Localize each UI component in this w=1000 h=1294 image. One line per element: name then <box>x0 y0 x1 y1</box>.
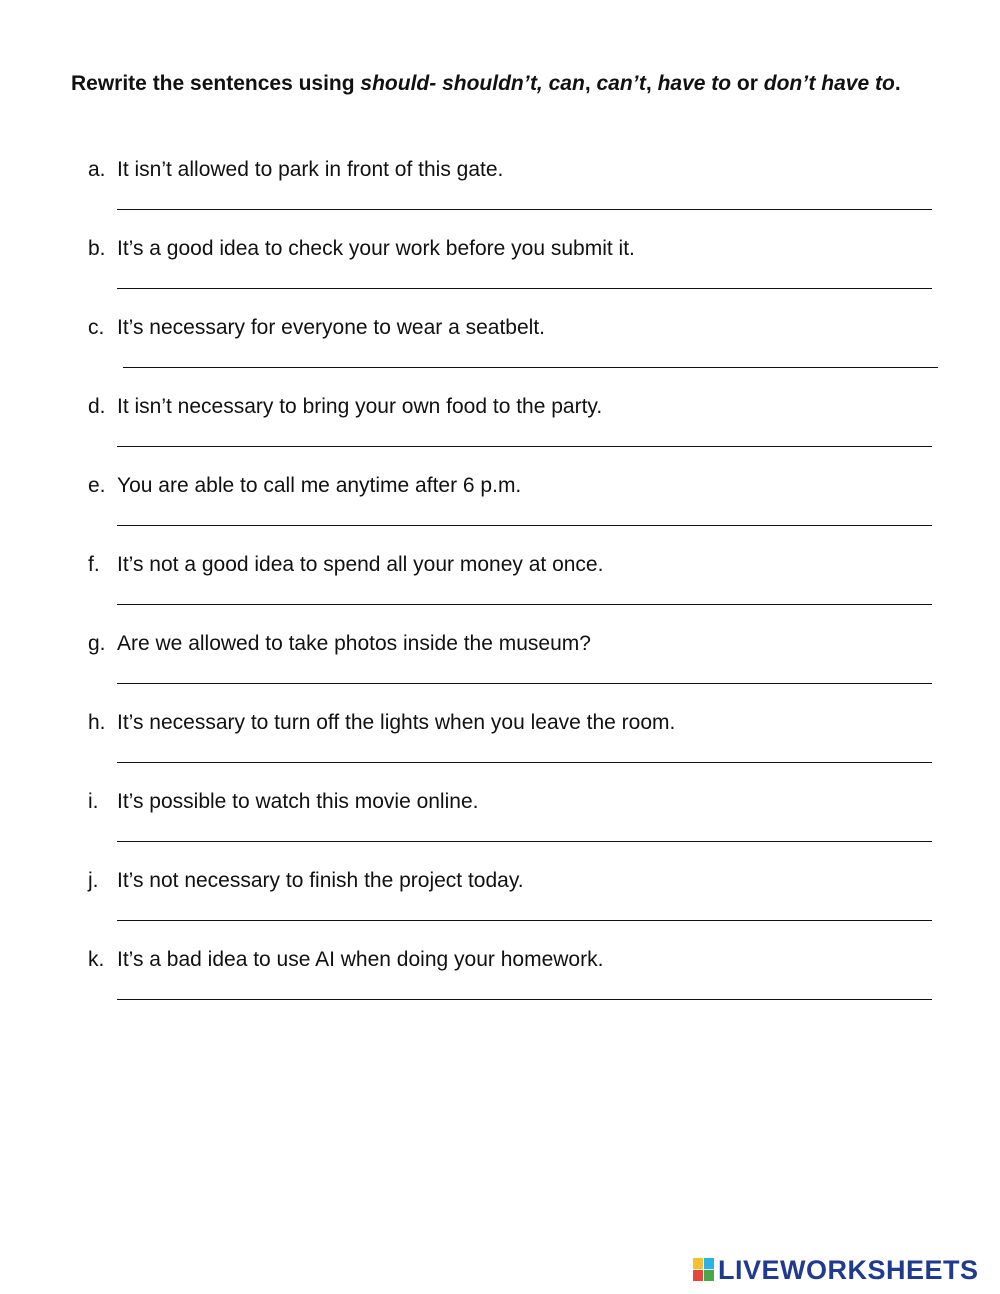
item-letter: h. <box>88 711 106 734</box>
answer-line[interactable] <box>117 920 932 921</box>
item-letter: d. <box>88 395 106 418</box>
instructions-end: . <box>894 72 901 95</box>
item-sentence: It’s a bad idea to use AI when doing your homework. <box>117 948 604 971</box>
item-sentence: It’s not a good idea to spend all your money at once. <box>117 553 604 576</box>
exercise-item <box>0 316 1000 395</box>
exercise-item <box>0 474 1000 553</box>
exercise-item <box>0 158 1000 237</box>
separator: or <box>731 72 764 95</box>
item-sentence: It’s necessary to turn off the lights when you leave the room. <box>117 711 676 734</box>
modal-dont-have-to: don’t have to <box>763 72 895 95</box>
answer-line[interactable] <box>117 209 932 210</box>
item-letter: a. <box>88 158 106 181</box>
item-sentence: Are we allowed to take photos inside the museum? <box>117 632 591 655</box>
instructions-prefix: Rewrite the sentences using <box>71 72 361 95</box>
answer-line[interactable] <box>117 683 932 684</box>
answer-line[interactable] <box>117 288 932 289</box>
exercise-item <box>0 395 1000 474</box>
item-letter: b. <box>88 237 106 260</box>
item-sentence: It’s possible to watch this movie online. <box>117 790 479 813</box>
exercise-item <box>0 553 1000 632</box>
answer-line[interactable] <box>117 446 932 447</box>
modal-should: should- shouldn’t, <box>360 72 543 95</box>
liveworksheets-mark-icon <box>693 1258 715 1282</box>
item-sentence: It isn’t necessary to bring your own food to the party. <box>117 395 603 418</box>
separator: , <box>584 72 597 95</box>
modal-cant: can’t <box>596 72 646 95</box>
item-sentence: You are able to call me anytime after 6 p.m. <box>117 474 522 497</box>
item-sentence: It’s not necessary to finish the project today. <box>117 869 524 892</box>
liveworksheets-logo <box>693 1254 979 1286</box>
item-letter: k. <box>88 948 105 971</box>
answer-line[interactable] <box>123 367 938 368</box>
item-letter: f. <box>88 553 100 576</box>
exercise-item <box>0 869 1000 948</box>
exercise-item <box>0 237 1000 316</box>
answer-line[interactable] <box>117 841 932 842</box>
exercise-item <box>0 790 1000 869</box>
item-letter: g. <box>88 632 106 655</box>
item-sentence: It isn’t allowed to park in front of this gate. <box>117 158 504 181</box>
answer-line[interactable] <box>117 525 932 526</box>
separator: , <box>645 72 658 95</box>
answer-line[interactable] <box>117 762 932 763</box>
logo-text: LIVEWORKSHEETS <box>718 1255 979 1285</box>
item-letter: i. <box>88 790 99 813</box>
item-letter: e. <box>88 474 106 497</box>
item-sentence: It’s necessary for everyone to wear a seatbelt. <box>117 316 545 339</box>
answer-line[interactable] <box>117 999 932 1000</box>
instructions <box>71 64 931 104</box>
item-letter: c. <box>88 316 105 339</box>
modal-have-to: have to <box>657 72 732 95</box>
item-letter: j. <box>88 869 99 892</box>
item-sentence: It’s a good idea to check your work before you submit it. <box>117 237 635 260</box>
modal-can: can <box>548 72 585 95</box>
exercise-item <box>0 948 1000 1027</box>
exercise-item <box>0 711 1000 790</box>
answer-line[interactable] <box>117 604 932 605</box>
exercise-item <box>0 632 1000 711</box>
